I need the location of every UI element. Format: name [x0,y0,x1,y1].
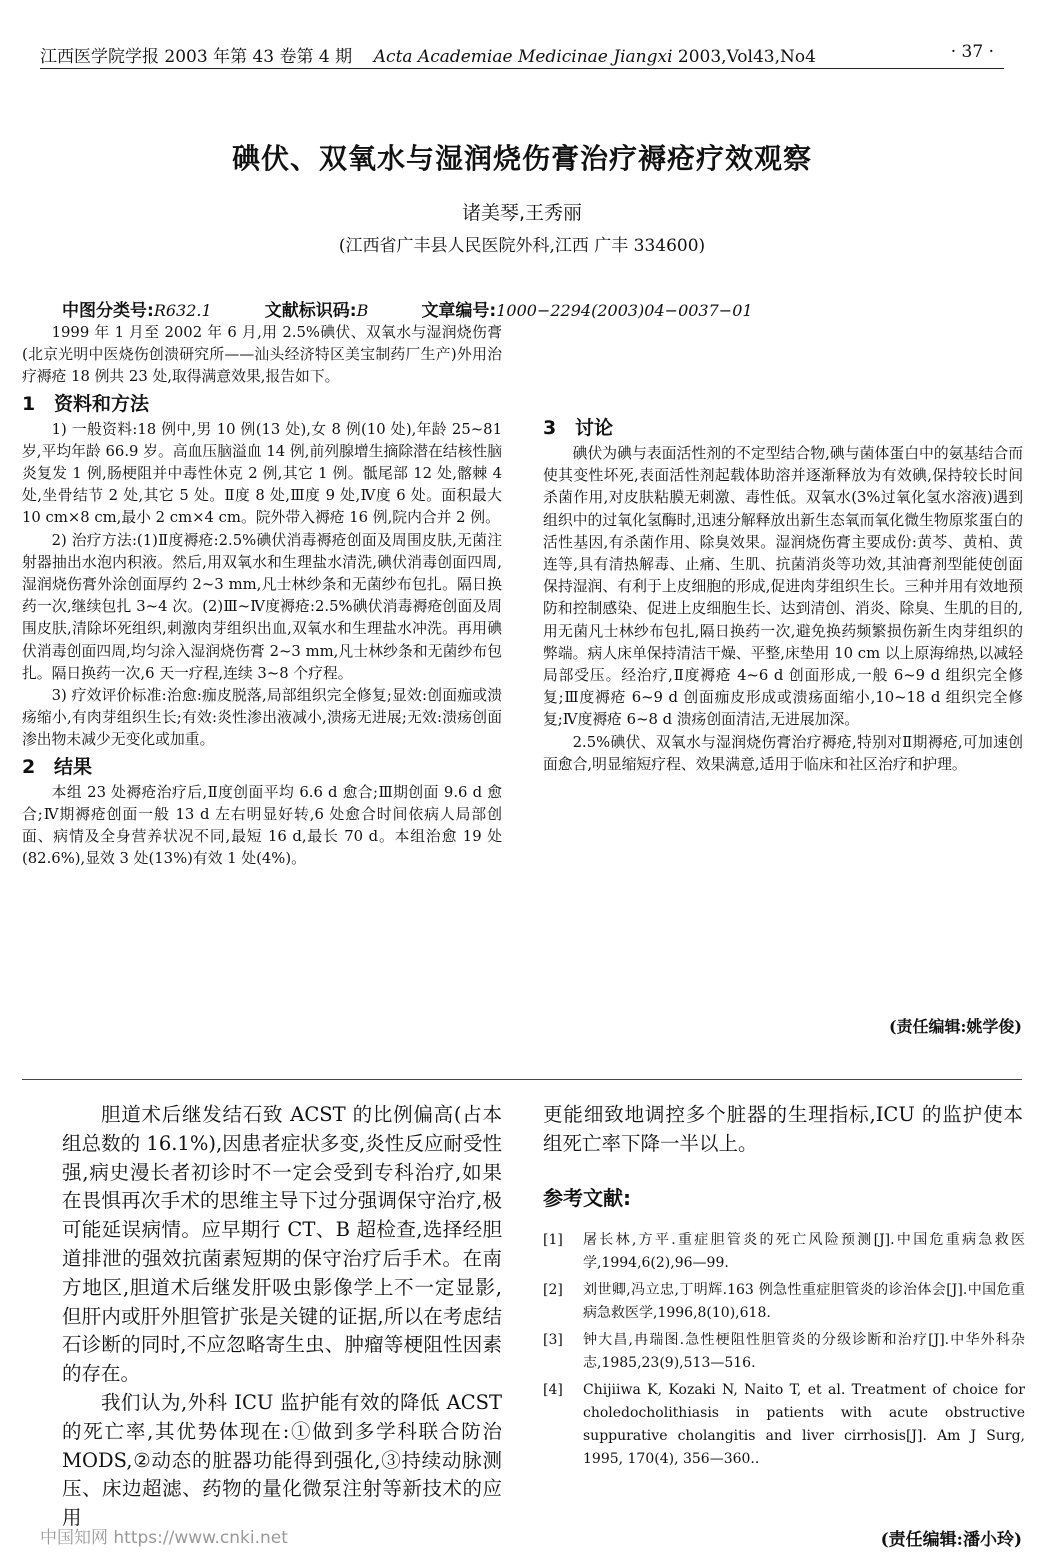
reference-item: [3] 钟大昌,冉瑞图.急性梗阻性胆管炎的分级诊断和治疗[J].中华外科杂志,1985,23(9),513—516. [543,1332,1025,1371]
references-heading: 参考文献: [543,1186,631,1210]
journal-volume: 2003,Vol43,No4 [677,47,816,67]
article-divider [22,1079,1022,1080]
prev-article-para-1: 胆道术后继发结石致 ACST 的比例偏高(占本组总数的 16.1%),因患者症状多变,炎性反应耐受性强,病史漫长者初诊时不一定会受到专科治疗,如果在畏惧再次手术的思维主导下过分强调保守治疗,极可能延误病情。应早期行 CT、B 超检查,选择经胆道排泄的强效抗菌素短期的保守治疗后手术。在南方地区,胆道术后继发肝吸虫影像学上不一定显影,但肝内或肝外胆管扩张是关键的证据,所以在考虑结石诊断的同时,不应忽略寄生虫、肿瘤等梗阻性因素的存在。 [62,1103,502,1386]
article-title: 碘伏、双氧水与湿润烧伤膏治疗褥疮疗效观察 [231,142,812,175]
reference-item: [1] 屠长林,方平.重症胆管炎的死亡风险预测[J].中国危重病急救医学,1994,6(2),96—99. [543,1232,1025,1271]
article-affiliation: (江西省广丰县人民医院外科,江西 广丰 334600) [338,236,706,256]
article-column-right [543,325,1023,776]
reference-item: [2] 刘世卿,冯立忠,丁明辉.163 例急性重症胆管炎的诊治体会[J].中国危重病急救医学,1996,8(10),618. [543,1282,1025,1321]
article-editor: (责任编辑:姚学俊) [888,1017,1022,1036]
section-3-heading: 3 讨论 [543,417,614,439]
journal-citation [40,42,816,67]
article-no-label: 文章编号: [421,301,497,321]
section-2-para-1: 本组 23 处褥疮治疗后,Ⅱ度创面平均 6.6 d 愈合;Ⅲ期创面 9.6 d 愈合;Ⅳ期褥疮创面一般 13 d 左右明显好转,6 处愈合时间依病人局部创面、病情及全身营养状况不同,最短 16 d,最长 70 d。本组治愈 19 处(82.6%),显效 3 处(13%)有效 1 处(4%)。 [22,783,502,868]
section-3-para-1: 碘伏为碘与表面活性剂的不定型结合物,碘与菌体蛋白中的氨基结合而使其变性坏死,表面活性剂起载体助溶并逐渐释放为有效碘,保持较长时间杀菌作用,对皮肤粘膜无刺激、毒性低。双氧水(3%过氧化氢水溶液)遇到组织中的过氧化氢酶时,迅速分解释放出新生态氧而氧化微生物原浆蛋白的活性基因,有杀菌作用、除臭效果。湿润烧伤膏主要成份:黄芩、黄柏、黄连等,具有清热解毒、止痛、生肌、抗菌消炎等功效,其油膏剂型能使创面保持湿润、有利于上皮细胞的形成,促进肉芽组织生长。三种并用有效地预防和控制感染、促进上皮细胞生长、达到清创、消炎、除臭、生肌的目的,用无菌凡士林纱布包扎,隔日换药一次,避免换药频繁损伤新生肉芽组织的弊端。病人床单保持清洁干燥、平整,床垫用 10 cm 以上原海绵热,以减轻局部受压。经治疗,Ⅱ度褥疮 4~6 d 创面形成,一般 6~9 d 组织完全修复;Ⅲ度褥疮 6~9 d 创面痂皮形成或溃疡面缩小,10~18 d 组织完全修复;Ⅳ度褥疮 6~8 d 溃疡创面清洁,无进展加深。 [543,445,1023,729]
classification-value: R632.1 [153,301,212,320]
section-2-continuation-space [543,325,1023,413]
classification-label: 中图分类号: [62,301,154,321]
article-no-value: 1000−2294(2003)04−0037−01 [496,301,753,320]
article-authors: 诸美琴,王秀丽 [461,202,583,224]
section-2-heading: 2 结果 [22,755,93,778]
section-1-para-2: 2) 治疗方法:(1)Ⅱ度褥疮:2.5%碘伏消毒褥疮创面及周围皮肤,无菌注射器抽出水泡内积液。然后,用双氧水和生理盐水清洗,碘伏消毒创面四周,湿润烧伤膏外涂创面厚约 2~3 mm,凡士林纱条和无菌纱布包扎。隔日换药一次,继续包扎 3~4 次。(2)Ⅲ~Ⅳ度褥疮:2.5%碘伏消毒褥疮创面及周围皮肤,清除坏死组织,刺激肉芽组织出血,双氧水和生理盐水冲洗。再用碘伏消毒创面四周,均匀涂入湿润烧伤膏 2~3 mm,凡士林纱条和无菌纱布包扎。隔日换药一次,6 天一疗程,连续 3~8 个疗程。 [22,531,502,682]
running-header [40,40,1004,69]
prev-article-right-column [543,1101,1023,1159]
reference-item: [4] Chijiiwa K, Kozaki N, Naito T, et al. Treatment of choice for choledocholithiasis in patients with acute obstructive suppurative cholangitis and liver cirrhosis[J]. Am J Surg, 1995, 170(4), 356—360.. [543,1382,1025,1467]
doc-code-label: 文献标识码: [264,301,357,321]
journal-name-cn: 江西医学院学报 2003 年第 43 卷第 4 期 [40,47,353,67]
references-list [543,1229,1025,1475]
journal-name-en: Acta Academiae Medicinae Jiangxi [373,47,673,67]
doc-code-value: B [356,301,369,320]
prev-article-left-column [62,1101,502,1533]
classification-line [62,296,1022,321]
section-1-heading: 1 资料和方法 [22,392,150,415]
section-1-para-1: 1) 一般资料:18 例中,男 10 例(13 处),女 8 例(10 处),年龄 25~81 岁,平均年龄 66.9 岁。高血压脑溢血 14 例,前列腺增生摘除潜在结核性脑炎复发 1 例,肠梗阻并中毒性休克 2 例,其它 1 例。骶尾部 12 处,髂棘 4 处,坐骨结节 2 处,其它 5 处。Ⅱ度 8 处,Ⅲ度 9 处,Ⅳ度 6 处。面积最大 10 cm×8 cm,最小 2 cm×4 cm。院外带入褥疮 16 例,院内合并 2 例。 [22,420,502,527]
section-1-para-3: 3) 疗效评价标准:治愈:痂皮脱落,局部组织完全修复;显效:创面痂或溃疡缩小,有肉芽组织生长;有效:炎性渗出液减小,溃疡无进展;无效:溃疡创面渗出物未减少无变化或加重。 [22,687,502,749]
article-column-left [22,322,502,868]
section-3-para-2: 2.5%碘伏、双氧水与湿润烧伤膏治疗褥疮,特别对Ⅱ期褥疮,可加速创面愈合,明显缩短疗程、效果满意,适用于临床和社区治疗和护理。 [543,733,1023,773]
intro-paragraph: 1999 年 1 月至 2002 年 6 月,用 2.5%碘伏、双氧水与湿润烧伤膏(北京光明中医烧伤创溃研究所——汕头经济特区美宝制药厂生产)外用治疗褥疮 18 例共 23 处,取得满意效果,报告如下。 [22,324,502,386]
cnki-watermark: 中国知网 https://www.cnki.net [40,1528,288,1548]
prev-article-para-3: 更能细致地调控多个脏器的生理指标,ICU 的监护使本组死亡率下降一半以上。 [543,1103,1023,1155]
prev-article-editor: (责任编辑:潘小玲) [880,1530,1022,1550]
prev-article-para-2: 我们认为,外科 ICU 监护能有效的降低 ACST 的死亡率,其优势体现在:①做到多学科联合防治 MODS,②动态的脏器功能得到强化,③持续动脉测压、床边超滤、药物的量化微泵注射等新技术的应用 [62,1390,502,1530]
page-number: · 37 · [950,42,994,62]
